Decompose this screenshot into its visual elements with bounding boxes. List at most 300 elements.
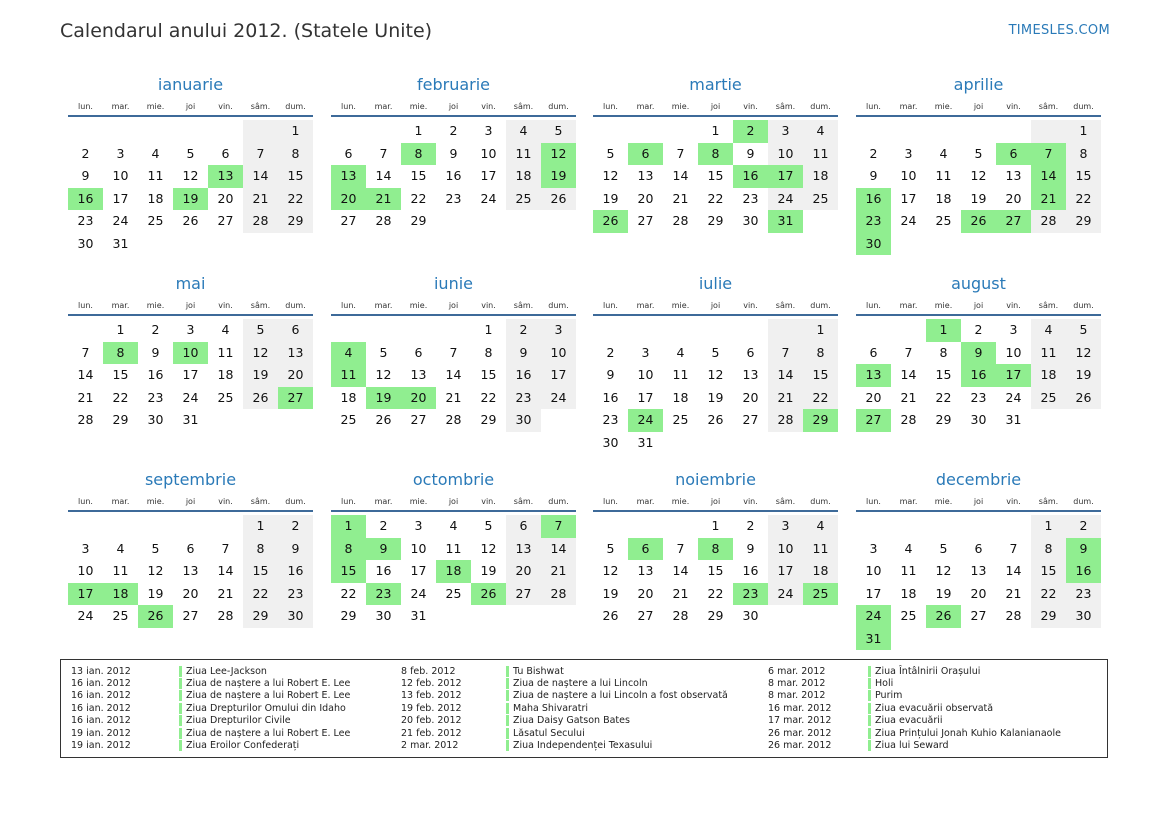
- day-cell[interactable]: 2: [746, 518, 755, 533]
- day-cell[interactable]: 18: [672, 389, 689, 405]
- day-cell[interactable]: 28: [445, 412, 462, 427]
- day-cell[interactable]: 24: [628, 409, 663, 432]
- day-cell[interactable]: 24: [112, 213, 129, 228]
- day-cell[interactable]: 24: [182, 389, 199, 405]
- day-cell[interactable]: 10: [1005, 344, 1022, 360]
- day-cell[interactable]: 20: [401, 387, 436, 410]
- day-cell[interactable]: 1: [414, 123, 423, 138]
- day-cell[interactable]: 6: [869, 344, 878, 360]
- day-cell[interactable]: 12: [375, 367, 392, 382]
- day-cell[interactable]: 16: [278, 560, 313, 583]
- day-cell[interactable]: 25: [112, 608, 129, 623]
- day-cell[interactable]: 16: [445, 168, 462, 183]
- day-cell[interactable]: 14: [445, 367, 462, 382]
- day-cell[interactable]: 19: [366, 387, 401, 410]
- day-cell[interactable]: 3: [641, 344, 650, 360]
- day-cell[interactable]: 11: [506, 143, 541, 166]
- day-cell[interactable]: 26: [375, 412, 392, 427]
- day-cell[interactable]: 30: [375, 608, 392, 623]
- day-cell[interactable]: 1: [1031, 515, 1066, 538]
- day-cell[interactable]: 23: [506, 387, 541, 410]
- day-cell[interactable]: 15: [707, 563, 724, 578]
- day-cell[interactable]: 21: [1031, 188, 1066, 211]
- day-cell[interactable]: 25: [900, 608, 917, 623]
- day-cell[interactable]: 2: [733, 120, 768, 143]
- day-cell[interactable]: 4: [221, 322, 230, 337]
- day-cell[interactable]: 24: [768, 583, 803, 606]
- day-cell[interactable]: 13: [637, 563, 654, 578]
- day-cell[interactable]: 15: [1031, 560, 1066, 583]
- day-cell[interactable]: 24: [541, 387, 576, 410]
- day-cell[interactable]: 3: [81, 540, 90, 556]
- day-cell[interactable]: 17: [900, 190, 917, 206]
- day-cell[interactable]: 29: [935, 412, 952, 427]
- day-cell[interactable]: 27: [742, 412, 759, 427]
- day-cell[interactable]: 31: [112, 235, 129, 251]
- day-cell[interactable]: 25: [803, 188, 838, 211]
- day-cell[interactable]: 7: [676, 540, 685, 556]
- day-cell[interactable]: 11: [1031, 342, 1066, 365]
- day-cell[interactable]: 3: [414, 518, 423, 533]
- day-cell[interactable]: 19: [480, 563, 497, 578]
- day-cell[interactable]: 24: [900, 213, 917, 228]
- day-cell[interactable]: 21: [445, 389, 462, 405]
- day-cell[interactable]: 4: [676, 344, 685, 360]
- day-cell[interactable]: 3: [116, 145, 125, 161]
- day-cell[interactable]: 21: [217, 585, 234, 601]
- day-cell[interactable]: 7: [1009, 540, 1018, 556]
- day-cell[interactable]: 27: [278, 387, 313, 410]
- day-cell[interactable]: 17: [768, 560, 803, 583]
- day-cell[interactable]: 18: [103, 583, 138, 606]
- day-cell[interactable]: 30: [856, 233, 891, 256]
- day-cell[interactable]: 8: [243, 538, 278, 561]
- day-cell[interactable]: 5: [606, 145, 615, 161]
- day-cell[interactable]: 5: [939, 540, 948, 556]
- day-cell[interactable]: 14: [1031, 165, 1066, 188]
- day-cell[interactable]: 10: [637, 367, 654, 382]
- day-cell[interactable]: 30: [1066, 605, 1101, 628]
- day-cell[interactable]: 6: [628, 538, 663, 561]
- day-cell[interactable]: 9: [606, 367, 615, 382]
- day-cell[interactable]: 1: [278, 120, 313, 143]
- day-cell[interactable]: 13: [208, 165, 243, 188]
- day-cell[interactable]: 29: [410, 213, 427, 228]
- day-cell[interactable]: 4: [506, 120, 541, 143]
- day-cell[interactable]: 27: [506, 583, 541, 606]
- day-cell[interactable]: 14: [900, 367, 917, 382]
- day-cell[interactable]: 27: [217, 213, 234, 228]
- day-cell[interactable]: 11: [803, 143, 838, 166]
- day-cell[interactable]: 12: [147, 563, 164, 578]
- day-cell[interactable]: 1: [803, 319, 838, 342]
- day-cell[interactable]: 27: [410, 412, 427, 427]
- day-cell[interactable]: 22: [707, 190, 724, 206]
- day-cell[interactable]: 28: [217, 608, 234, 623]
- day-cell[interactable]: 19: [147, 585, 164, 601]
- day-cell[interactable]: 25: [147, 213, 164, 228]
- day-cell[interactable]: 15: [278, 165, 313, 188]
- day-cell[interactable]: 26: [182, 213, 199, 228]
- day-cell[interactable]: 8: [1066, 143, 1101, 166]
- day-cell[interactable]: 9: [449, 145, 458, 161]
- day-cell[interactable]: 12: [1066, 342, 1101, 365]
- day-cell[interactable]: 12: [935, 563, 952, 578]
- day-cell[interactable]: 21: [366, 188, 401, 211]
- day-cell[interactable]: 21: [672, 585, 689, 601]
- day-cell[interactable]: 18: [436, 560, 471, 583]
- day-cell[interactable]: 20: [865, 389, 882, 405]
- day-cell[interactable]: 21: [768, 387, 803, 410]
- day-cell[interactable]: 17: [480, 168, 497, 183]
- day-cell[interactable]: 24: [768, 188, 803, 211]
- day-cell[interactable]: 23: [1066, 583, 1101, 606]
- day-cell[interactable]: 4: [449, 518, 458, 533]
- day-cell[interactable]: 30: [506, 409, 541, 432]
- day-cell[interactable]: 22: [410, 190, 427, 206]
- day-cell[interactable]: 2: [1066, 515, 1101, 538]
- day-cell[interactable]: 7: [768, 342, 803, 365]
- day-cell[interactable]: 13: [637, 168, 654, 183]
- day-cell[interactable]: 23: [77, 213, 94, 228]
- day-cell[interactable]: 7: [379, 145, 388, 161]
- day-cell[interactable]: 6: [278, 319, 313, 342]
- day-cell[interactable]: 21: [77, 389, 94, 405]
- day-cell[interactable]: 12: [243, 342, 278, 365]
- day-cell[interactable]: 10: [768, 538, 803, 561]
- day-cell[interactable]: 23: [856, 210, 891, 233]
- day-cell[interactable]: 17: [410, 563, 427, 578]
- day-cell[interactable]: 20: [742, 389, 759, 405]
- day-cell[interactable]: 21: [541, 560, 576, 583]
- day-cell[interactable]: 16: [733, 165, 768, 188]
- day-cell[interactable]: 17: [182, 367, 199, 382]
- day-cell[interactable]: 28: [1031, 210, 1066, 233]
- day-cell[interactable]: 24: [410, 585, 427, 601]
- day-cell[interactable]: 21: [672, 190, 689, 206]
- day-cell[interactable]: 20: [637, 585, 654, 601]
- day-cell[interactable]: 11: [900, 563, 917, 578]
- day-cell[interactable]: 18: [1031, 364, 1066, 387]
- day-cell[interactable]: 19: [935, 585, 952, 601]
- day-cell[interactable]: 23: [366, 583, 401, 606]
- day-cell[interactable]: 16: [375, 563, 392, 578]
- day-cell[interactable]: 8: [1031, 538, 1066, 561]
- day-cell[interactable]: 15: [410, 168, 427, 183]
- day-cell[interactable]: 2: [278, 515, 313, 538]
- day-cell[interactable]: 23: [733, 583, 768, 606]
- day-cell[interactable]: 18: [935, 190, 952, 206]
- day-cell[interactable]: 3: [904, 145, 913, 161]
- day-cell[interactable]: 23: [970, 389, 987, 405]
- day-cell[interactable]: 18: [506, 165, 541, 188]
- day-cell[interactable]: 2: [974, 322, 983, 337]
- day-cell[interactable]: 9: [1066, 538, 1101, 561]
- day-cell[interactable]: 4: [331, 342, 366, 365]
- day-cell[interactable]: 2: [606, 344, 615, 360]
- day-cell[interactable]: 26: [541, 188, 576, 211]
- day-cell[interactable]: 18: [340, 389, 357, 405]
- day-cell[interactable]: 23: [445, 190, 462, 206]
- day-cell[interactable]: 27: [637, 608, 654, 623]
- day-cell[interactable]: 22: [112, 389, 129, 405]
- day-cell[interactable]: 1: [331, 515, 366, 538]
- day-cell[interactable]: 4: [939, 145, 948, 161]
- day-cell[interactable]: 27: [970, 608, 987, 623]
- day-cell[interactable]: 3: [869, 540, 878, 556]
- day-cell[interactable]: 4: [803, 515, 838, 538]
- day-cell[interactable]: 22: [707, 585, 724, 601]
- day-cell[interactable]: 28: [768, 409, 803, 432]
- day-cell[interactable]: 1: [711, 518, 720, 533]
- day-cell[interactable]: 9: [746, 145, 755, 161]
- day-cell[interactable]: 22: [1031, 583, 1066, 606]
- day-cell[interactable]: 19: [602, 585, 619, 601]
- day-cell[interactable]: 28: [77, 412, 94, 427]
- day-cell[interactable]: 8: [803, 342, 838, 365]
- day-cell[interactable]: 8: [278, 143, 313, 166]
- day-cell[interactable]: 20: [182, 585, 199, 601]
- day-cell[interactable]: 18: [900, 585, 917, 601]
- day-cell[interactable]: 29: [278, 210, 313, 233]
- day-cell[interactable]: 20: [217, 190, 234, 206]
- day-cell[interactable]: 5: [1066, 319, 1101, 342]
- day-cell[interactable]: 23: [278, 583, 313, 606]
- day-cell[interactable]: 14: [77, 367, 94, 382]
- day-cell[interactable]: 12: [182, 168, 199, 183]
- day-cell[interactable]: 26: [138, 605, 173, 628]
- day-cell[interactable]: 15: [803, 364, 838, 387]
- day-cell[interactable]: 6: [344, 145, 353, 161]
- day-cell[interactable]: 16: [506, 364, 541, 387]
- day-cell[interactable]: 14: [672, 168, 689, 183]
- day-cell[interactable]: 24: [1005, 389, 1022, 405]
- day-cell[interactable]: 9: [961, 342, 996, 365]
- day-cell[interactable]: 2: [379, 518, 388, 533]
- day-cell[interactable]: 27: [182, 608, 199, 623]
- day-cell[interactable]: 21: [1005, 585, 1022, 601]
- day-cell[interactable]: 11: [112, 563, 129, 578]
- day-cell[interactable]: 23: [742, 190, 759, 206]
- day-cell[interactable]: 9: [278, 538, 313, 561]
- day-cell[interactable]: 15: [112, 367, 129, 382]
- day-cell[interactable]: 6: [186, 540, 195, 556]
- day-cell[interactable]: 25: [217, 389, 234, 405]
- day-cell[interactable]: 11: [803, 538, 838, 561]
- day-cell[interactable]: 19: [602, 190, 619, 206]
- day-cell[interactable]: 14: [1005, 563, 1022, 578]
- day-cell[interactable]: 1: [926, 319, 961, 342]
- day-cell[interactable]: 13: [970, 563, 987, 578]
- day-cell[interactable]: 28: [672, 608, 689, 623]
- day-cell[interactable]: 12: [480, 540, 497, 556]
- day-cell[interactable]: 21: [243, 188, 278, 211]
- day-cell[interactable]: 10: [768, 143, 803, 166]
- day-cell[interactable]: 9: [151, 344, 160, 360]
- day-cell[interactable]: 13: [856, 364, 891, 387]
- day-cell[interactable]: 14: [375, 168, 392, 183]
- day-cell[interactable]: 10: [173, 342, 208, 365]
- day-cell[interactable]: 16: [602, 389, 619, 405]
- day-cell[interactable]: 12: [602, 563, 619, 578]
- day-cell[interactable]: 11: [935, 168, 952, 183]
- day-cell[interactable]: 8: [484, 344, 493, 360]
- day-cell[interactable]: 13: [506, 538, 541, 561]
- day-cell[interactable]: 8: [698, 538, 733, 561]
- brand-link[interactable]: TIMESLES.COM: [1008, 23, 1110, 38]
- day-cell[interactable]: 16: [856, 188, 891, 211]
- day-cell[interactable]: 3: [768, 515, 803, 538]
- day-cell[interactable]: 15: [480, 367, 497, 382]
- day-cell[interactable]: 7: [676, 145, 685, 161]
- day-cell[interactable]: 16: [1066, 560, 1101, 583]
- day-cell[interactable]: 30: [278, 605, 313, 628]
- day-cell[interactable]: 8: [939, 344, 948, 360]
- day-cell[interactable]: 4: [904, 540, 913, 556]
- day-cell[interactable]: 29: [707, 608, 724, 623]
- day-cell[interactable]: 2: [81, 145, 90, 161]
- day-cell[interactable]: 22: [935, 389, 952, 405]
- day-cell[interactable]: 16: [961, 364, 996, 387]
- day-cell[interactable]: 29: [707, 213, 724, 228]
- day-cell[interactable]: 2: [151, 322, 160, 337]
- day-cell[interactable]: 10: [410, 540, 427, 556]
- day-cell[interactable]: 6: [506, 515, 541, 538]
- day-cell[interactable]: 15: [935, 367, 952, 382]
- day-cell[interactable]: 9: [506, 342, 541, 365]
- day-cell[interactable]: 5: [711, 344, 720, 360]
- day-cell[interactable]: 22: [1066, 188, 1101, 211]
- day-cell[interactable]: 29: [340, 608, 357, 623]
- day-cell[interactable]: 2: [506, 319, 541, 342]
- day-cell[interactable]: 12: [541, 143, 576, 166]
- day-cell[interactable]: 21: [900, 389, 917, 405]
- day-cell[interactable]: 8: [401, 143, 436, 166]
- day-cell[interactable]: 19: [243, 364, 278, 387]
- day-cell[interactable]: 17: [637, 389, 654, 405]
- day-cell[interactable]: 28: [541, 583, 576, 606]
- day-cell[interactable]: 3: [541, 319, 576, 342]
- day-cell[interactable]: 7: [243, 143, 278, 166]
- day-cell[interactable]: 12: [602, 168, 619, 183]
- day-cell[interactable]: 10: [865, 563, 882, 578]
- day-cell[interactable]: 8: [698, 143, 733, 166]
- day-cell[interactable]: 3: [484, 123, 493, 138]
- day-cell[interactable]: 17: [996, 364, 1031, 387]
- day-cell[interactable]: 1: [711, 123, 720, 138]
- day-cell[interactable]: 17: [768, 165, 803, 188]
- day-cell[interactable]: 6: [414, 344, 423, 360]
- day-cell[interactable]: 16: [147, 367, 164, 382]
- day-cell[interactable]: 12: [970, 168, 987, 183]
- day-cell[interactable]: 31: [637, 434, 654, 450]
- day-cell[interactable]: 20: [506, 560, 541, 583]
- day-cell[interactable]: 10: [112, 168, 129, 183]
- day-cell[interactable]: 16: [742, 563, 759, 578]
- day-cell[interactable]: 17: [865, 585, 882, 601]
- day-cell[interactable]: 19: [541, 165, 576, 188]
- day-cell[interactable]: 13: [410, 367, 427, 382]
- day-cell[interactable]: 15: [707, 168, 724, 183]
- day-cell[interactable]: 15: [243, 560, 278, 583]
- day-cell[interactable]: 30: [742, 213, 759, 228]
- day-cell[interactable]: 29: [803, 409, 838, 432]
- day-cell[interactable]: 19: [970, 190, 987, 206]
- day-cell[interactable]: 7: [449, 344, 458, 360]
- day-cell[interactable]: 25: [506, 188, 541, 211]
- day-cell[interactable]: 17: [112, 190, 129, 206]
- day-cell[interactable]: 13: [742, 367, 759, 382]
- day-cell[interactable]: 9: [869, 168, 878, 183]
- day-cell[interactable]: 7: [221, 540, 230, 556]
- day-cell[interactable]: 1: [116, 322, 125, 337]
- day-cell[interactable]: 22: [803, 387, 838, 410]
- day-cell[interactable]: 6: [746, 344, 755, 360]
- day-cell[interactable]: 26: [471, 583, 506, 606]
- day-cell[interactable]: 26: [961, 210, 996, 233]
- day-cell[interactable]: 2: [869, 145, 878, 161]
- day-cell[interactable]: 17: [541, 364, 576, 387]
- day-cell[interactable]: 18: [803, 165, 838, 188]
- day-cell[interactable]: 31: [768, 210, 803, 233]
- day-cell[interactable]: 8: [331, 538, 366, 561]
- day-cell[interactable]: 23: [147, 389, 164, 405]
- day-cell[interactable]: 29: [480, 412, 497, 427]
- day-cell[interactable]: 22: [480, 389, 497, 405]
- day-cell[interactable]: 9: [746, 540, 755, 556]
- day-cell[interactable]: 14: [541, 538, 576, 561]
- day-cell[interactable]: 25: [1031, 387, 1066, 410]
- day-cell[interactable]: 25: [340, 412, 357, 427]
- day-cell[interactable]: 7: [904, 344, 913, 360]
- day-cell[interactable]: 24: [480, 190, 497, 206]
- day-cell[interactable]: 5: [484, 518, 493, 533]
- day-cell[interactable]: 20: [1005, 190, 1022, 206]
- day-cell[interactable]: 20: [278, 364, 313, 387]
- day-cell[interactable]: 5: [541, 120, 576, 143]
- day-cell[interactable]: 6: [974, 540, 983, 556]
- day-cell[interactable]: 6: [628, 143, 663, 166]
- day-cell[interactable]: 20: [970, 585, 987, 601]
- day-cell[interactable]: 14: [243, 165, 278, 188]
- day-cell[interactable]: 12: [707, 367, 724, 382]
- day-cell[interactable]: 1: [1066, 120, 1101, 143]
- day-cell[interactable]: 28: [1005, 608, 1022, 623]
- day-cell[interactable]: 27: [996, 210, 1031, 233]
- day-cell[interactable]: 29: [112, 412, 129, 427]
- day-cell[interactable]: 9: [81, 168, 90, 183]
- day-cell[interactable]: 31: [410, 608, 427, 623]
- day-cell[interactable]: 25: [803, 583, 838, 606]
- day-cell[interactable]: 13: [182, 563, 199, 578]
- day-cell[interactable]: 5: [379, 344, 388, 360]
- day-cell[interactable]: 30: [602, 434, 619, 450]
- day-cell[interactable]: 22: [340, 585, 357, 601]
- day-cell[interactable]: 22: [243, 583, 278, 606]
- day-cell[interactable]: 14: [217, 563, 234, 578]
- day-cell[interactable]: 6: [221, 145, 230, 161]
- day-cell[interactable]: 26: [926, 605, 961, 628]
- day-cell[interactable]: 14: [768, 364, 803, 387]
- day-cell[interactable]: 13: [1005, 168, 1022, 183]
- day-cell[interactable]: 18: [147, 190, 164, 206]
- day-cell[interactable]: 27: [637, 213, 654, 228]
- day-cell[interactable]: 7: [1031, 143, 1066, 166]
- day-cell[interactable]: 1: [484, 322, 493, 337]
- day-cell[interactable]: 3: [186, 322, 195, 337]
- day-cell[interactable]: 3: [1009, 322, 1018, 337]
- day-cell[interactable]: 29: [1031, 605, 1066, 628]
